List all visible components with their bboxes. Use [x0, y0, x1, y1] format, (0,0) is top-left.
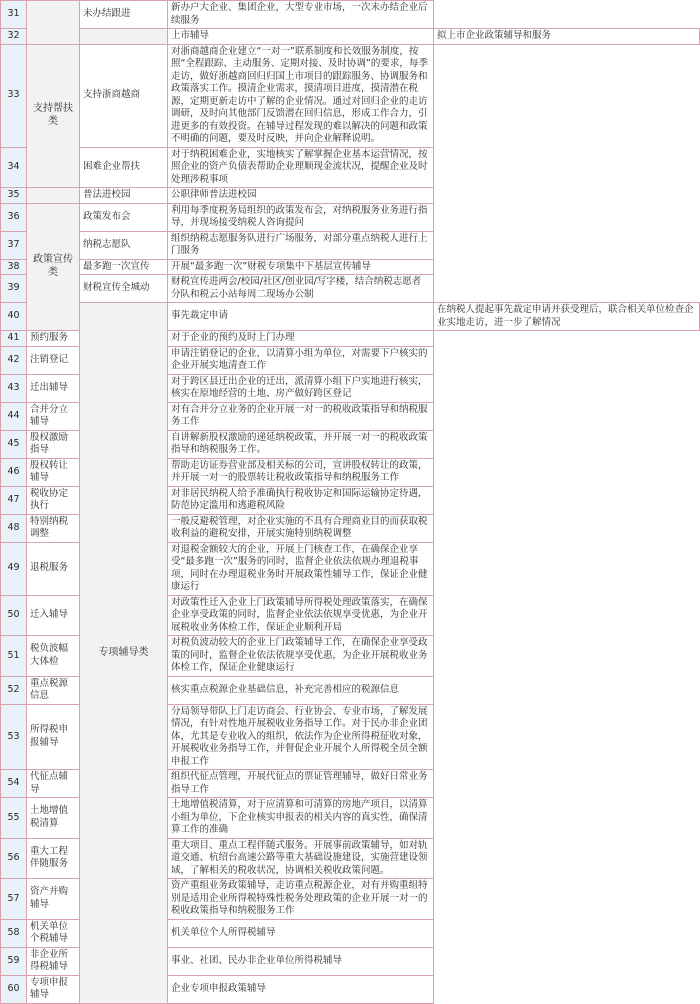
- service-description: 分局领导带队上门走访商会、行业协会、专业市场，了解发展情况，有针对性地开展税收业务指导工作。对于民办非企业团体，尤其是专业收入的组织，依法作为企业所得税征收对象，开展税收业务指导工作，并督促企业开展个人所得税全员全额申报工作: [168, 704, 434, 770]
- service-item: 财税宣传全城动: [80, 275, 168, 303]
- service-description: 新办户大企业、集团企业，大型专业市场，一次未办结企业后续服务: [168, 1, 434, 29]
- service-description: 对有合并分立业务的企业开展一对一的税收政策指导和纳税服务工作: [168, 402, 434, 430]
- service-description: 拟上市企业政策辅导和服务: [434, 29, 700, 45]
- service-description: 帮助走访证券营业部及相关标的公司，宣讲股权转让的政策，并开展一对一的股票转让税收政策指导和纳税服务工作: [168, 458, 434, 486]
- category-cell: [80, 29, 168, 45]
- service-item: 特别纳税调整: [27, 514, 80, 542]
- table-row: [1, 188, 700, 204]
- service-item: 股权激励指导: [27, 430, 80, 458]
- service-item: 税收协定执行: [27, 486, 80, 514]
- table-row: [1, 259, 700, 275]
- service-item: 注销登记: [27, 346, 80, 374]
- row-number: 56: [1, 838, 27, 879]
- row-number: 52: [1, 676, 27, 704]
- row-number: 48: [1, 514, 27, 542]
- service-description: 企业专项申报政策辅导: [168, 975, 434, 1003]
- table-row: [1, 231, 700, 259]
- service-item: 专项申报辅导: [27, 975, 80, 1003]
- service-description: 事业、社团、民办非企业单位所得税辅导: [168, 947, 434, 975]
- row-number: 37: [1, 231, 27, 259]
- service-item: 未办结跟进: [80, 1, 168, 29]
- service-item: 机关单位个税辅导: [27, 919, 80, 947]
- service-description: 对浙商越商企业建立“一对一”联系制度和长效服务制度，按照“全程跟踪、主动服务、定期对接、及时协调”的要求，每季走访，做好浙越商回归归国上市项目的跟踪服务、协调服务和政策落实工作。摸清企业需求，摸清项目进度，摸清潜在税源，定期更新走访中了解的企业情况。通过对回归企业的走访调研，及时向其他部门反馈潜在回归信息，形成工作合力，引进更多的有效投资。在辅导过程发现的难以解决的问题和政策不明确的问题，要及时反映，并向企业解释说明。: [168, 44, 434, 147]
- table-row: [1, 203, 700, 231]
- service-description: 对于企业的预约及时上门办理: [168, 331, 434, 347]
- service-description: 对于跨区县迁出企业的迁出，派清算小组下户实地进行核实，核实在原地经营的土地、房产做好跨区登记: [168, 374, 434, 402]
- service-item: 上市辅导: [168, 29, 434, 45]
- service-description: 组织代征点管理，开展代征点的票证管理辅导，做好日常业务指导工作: [168, 770, 434, 798]
- service-description: 对非居民纳税人给予准确执行税收协定和国际运输协定待遇，防范协定滥用和逃避税风险: [168, 486, 434, 514]
- service-description: 土地增值税清算，对于应清算和可清算的房地产项目，以清算小组为单位，下企业核实申报表的相关内容的真实性，确保清算工作的准确: [168, 798, 434, 839]
- row-number: 36: [1, 203, 27, 231]
- service-item: 重点税源信息: [27, 676, 80, 704]
- row-number: 40: [1, 303, 27, 331]
- row-number: 60: [1, 975, 27, 1003]
- service-description: 对税负波动较大的企业上门政策辅导工作，在确保企业享受政策的同时，监督企业依法依规享受优惠，为企业开展税收业务体检工作，保证企业健康运行: [168, 636, 434, 677]
- service-item: 代征点辅导: [27, 770, 80, 798]
- service-item: 所得税申报辅导: [27, 704, 80, 770]
- table-row: [1, 303, 700, 331]
- row-number: 43: [1, 374, 27, 402]
- service-description: 组织纳税志愿服务队进行广场服务，对部分重点纳税人进行上门服务: [168, 231, 434, 259]
- category-cell: 政策宣传类: [27, 203, 80, 331]
- service-description: 机关单位个人所得税辅导: [168, 919, 434, 947]
- service-item: 资产并购辅导: [27, 879, 80, 920]
- service-description: 资产重组业务政策辅导，走访重点税源企业，对有并购重组特别是适用企业所得税特殊性税务处理政策的企业开展一对一的税收政策指导和纳税服务工作: [168, 879, 434, 920]
- category-cell: [27, 1, 80, 45]
- category-cell: [27, 188, 80, 204]
- table-row: [1, 147, 700, 188]
- service-item: 股权转让辅导: [27, 458, 80, 486]
- service-description: 核实重点税源企业基础信息，补充完善相应的税源信息: [168, 676, 434, 704]
- row-number: 54: [1, 770, 27, 798]
- table-row: [1, 44, 700, 147]
- row-number: 53: [1, 704, 27, 770]
- service-description: 公职律师普法进校园: [168, 188, 434, 204]
- row-number: 59: [1, 947, 27, 975]
- service-description: 自讲解新股权激励的递延纳税政策，并开展一对一的税收政策指导和纳税服务工作。: [168, 430, 434, 458]
- row-number: 51: [1, 636, 27, 677]
- row-number: 41: [1, 331, 27, 347]
- service-description: 财税宣传进两会/校园/社区/创业园/写字楼，结合纳税志愿者分队和税云小站每周二现场办公制: [168, 275, 434, 303]
- service-item: 土地增值税清算: [27, 798, 80, 839]
- service-item: 迁入辅导: [27, 595, 80, 636]
- table-row: [1, 275, 700, 303]
- category-cell: 专项辅导类: [80, 303, 168, 1004]
- service-item: 退税服务: [27, 542, 80, 595]
- service-description: 对政策性迁入企业上门政策辅导所得税处理政策落实，在确保企业享受政策的同时，监督企业依法依规享受优惠，为企业开展税收业务体检工作，保证企业顺利开局: [168, 595, 434, 636]
- service-description: 在纳税人提起事先裁定申请并获受理后，联合相关单位检查企业实地走访，进一步了解情况: [434, 303, 700, 331]
- service-description: 利用每季度税务局组织的政策发布会，对纳税服务业务进行指导，并现场接受纳税人咨询提问: [168, 203, 434, 231]
- service-item: 最多跑一次宣传: [80, 259, 168, 275]
- row-number: 49: [1, 542, 27, 595]
- service-description: 开展“最多跑一次”财税专项集中下基层宣传辅导: [168, 259, 434, 275]
- service-item: 支持浙商越商: [80, 44, 168, 147]
- row-number: 31: [1, 1, 27, 29]
- row-number: 38: [1, 259, 27, 275]
- service-description: 对于纳税困难企业，实地核实了解掌握企业基本运营情况，按照企业的资产负债表帮助企业理顺现金流状况，提醒企业及时处理涉税事项: [168, 147, 434, 188]
- row-number: 46: [1, 458, 27, 486]
- service-item: 重大工程伴随服务: [27, 838, 80, 879]
- row-number: 50: [1, 595, 27, 636]
- row-number: 42: [1, 346, 27, 374]
- category-cell: 支持帮扶类: [27, 44, 80, 188]
- service-description: 重大项目、重点工程伴随式服务。开展事前政策辅导，如对轨道交通、杭绍台高速公路等重大基础设施建设，实施营建设领域，了解相关的税收状况，协调相关税收政策问题。: [168, 838, 434, 879]
- row-number: 47: [1, 486, 27, 514]
- table-row: [1, 1, 700, 29]
- row-number: 32: [1, 29, 27, 45]
- service-item: 迁出辅导: [27, 374, 80, 402]
- row-number: 55: [1, 798, 27, 839]
- service-description: 申请注销登记的企业，以清算小组为单位，对需要下户核实的企业开展实地清查工作: [168, 346, 434, 374]
- service-item: 税负波幅大体检: [27, 636, 80, 677]
- service-item: 合并分立辅导: [27, 402, 80, 430]
- row-number: 34: [1, 147, 27, 188]
- row-number: 45: [1, 430, 27, 458]
- service-description: 一般反避税管理，对企业实施的不具有合理商业目的而获取税收利益的避税安排，开展实施特别纳税调整: [168, 514, 434, 542]
- service-item: 普法进校园: [80, 188, 168, 204]
- table-row: [1, 29, 700, 45]
- service-item: 纳税志愿队: [80, 231, 168, 259]
- service-item: 事先裁定申请: [168, 303, 434, 331]
- row-number: 57: [1, 879, 27, 920]
- row-number: 35: [1, 188, 27, 204]
- row-number: 33: [1, 44, 27, 147]
- service-item: 非企业所得税辅导: [27, 947, 80, 975]
- service-item: 政策发布会: [80, 203, 168, 231]
- service-description: 对退税金额较大的企业，开展上门核查工作，在确保企业享受“最多跑一次”服务的同时，监督企业依法依规办理退税事项，同时在办理退税业务时开展政策性辅导工作，保证企业健康运行: [168, 542, 434, 595]
- row-number: 44: [1, 402, 27, 430]
- row-number: 39: [1, 275, 27, 303]
- service-item: 预约服务: [27, 331, 80, 347]
- row-number: 58: [1, 919, 27, 947]
- service-item: 困难企业帮扶: [80, 147, 168, 188]
